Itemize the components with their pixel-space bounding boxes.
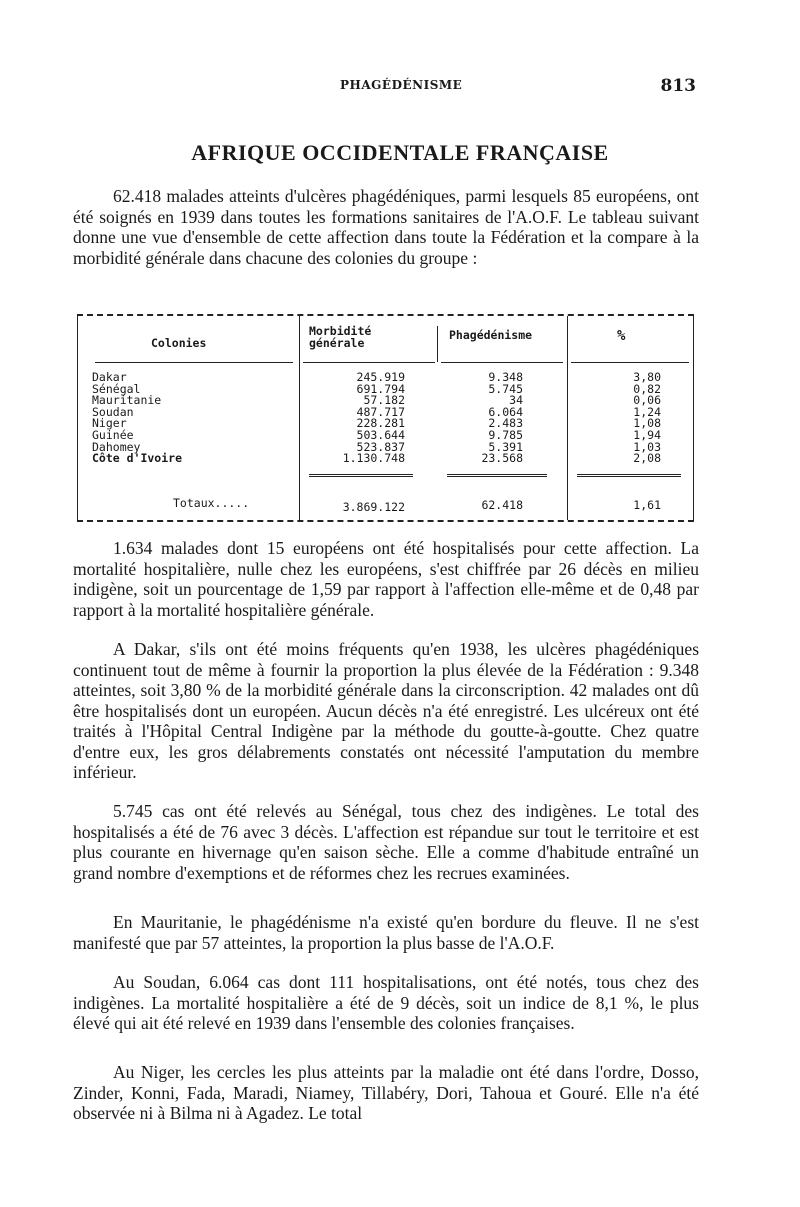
table-cell: 57.182 — [363, 393, 405, 408]
body-paragraph: Au Soudan, 6.064 cas dont 111 hospitalisations, ont été notés, tous chez des indigènes. La mortalité hospitalière a été de 9 décès, soit un indice de 8,1 %, le plus élevé qui ait été relevé en 1939 dans l'ensemble des colonies françaises. — [73, 972, 699, 1033]
column-divider — [299, 316, 300, 520]
table-cell: 2,08 — [633, 451, 661, 466]
intro-paragraph: 62.418 malades atteints d'ulcères phagédéniques, parmi lesquels 85 européens, ont été soignés en 1939 dans toutes les formations sanitaires de l'A.O.F. Le tableau suivant donne une vue d'ensemble de cette affection dans toute la Fédération et la compare à la morbidité générale dans chacune des colonies du groupe : — [73, 186, 699, 268]
totals-label: Totaux..... — [173, 496, 250, 510]
percent-column — [571, 372, 661, 465]
column-divider — [567, 316, 568, 520]
header-rule — [303, 362, 435, 363]
header-morbidite-line1: Morbidité — [309, 324, 372, 338]
totals-percent: 1,61 — [633, 498, 661, 512]
header-rule — [441, 362, 563, 363]
table-cell: 2.483 — [488, 416, 523, 431]
table-cell: 1,94 — [633, 427, 661, 442]
table-cell: 245.919 — [356, 370, 405, 384]
table-cell: Soudan — [92, 404, 134, 419]
table-cell: 691.794 — [356, 381, 405, 396]
header-morbidite-line2: générale — [309, 336, 365, 350]
table-cell: Côte d'Ivoire — [92, 451, 183, 466]
body-paragraph: 5.745 cas ont été relevés au Sénégal, tous chez des indigènes. Le total des hospitalisés a été de 76 avec 3 décès. L'affection est répandue sur tout le territoire et est plus courante en hivernage qu'en saison sèche. Elle a comme d'habitude entraîné un grand nombre d'exemptions et de réformes chez les recrues examinées. — [73, 801, 699, 883]
table-cell: 523.837 — [356, 439, 405, 454]
header-rule — [95, 362, 293, 363]
table-cell: 228.281 — [356, 416, 405, 431]
section-title: AFRIQUE OCCIDENTALE FRANÇAISE — [191, 140, 609, 165]
table-cell: 3,80 — [633, 370, 661, 384]
table-cell: Dakar — [92, 370, 127, 384]
morbidite-column — [303, 372, 405, 465]
body-paragraph: A Dakar, s'ils ont été moins fréquents qu'en 1938, les ulcères phagédéniques continuent tout de même à fournir la proportion la plus élevée de la Fédération : 9.348 atteintes, soit 3,80 % de la morbidité générale dans la circonscription. 42 malades ont dû être hospitalisés dont un européen. Aucun décès n'a été enregistré. Les ulcéreux ont été traités à l'Hôpital Central Indigène par la méthode du goutte-à-goutte. Chez quatre d'entre eux, les gros délabrements constatés ont nécessité l'amputation du membre inférieur. — [73, 639, 699, 782]
colonies-column — [92, 372, 292, 465]
table-cell: 34 — [509, 393, 523, 408]
running-head — [0, 78, 800, 98]
column-divider — [437, 326, 438, 362]
header-phagedenisme: Phagédénisme — [449, 328, 533, 342]
table-cell: Sénégal — [92, 381, 141, 396]
table-cell: 9.348 — [488, 370, 523, 384]
header-percent: % — [617, 328, 626, 344]
table-top-border — [77, 314, 694, 316]
phagedenisme-column — [441, 372, 523, 465]
table-cell: Guinée — [92, 427, 134, 442]
table-cell: Dahomey — [92, 439, 141, 454]
table-bottom-border — [77, 520, 694, 522]
totals-rule — [309, 474, 413, 477]
totals-rule — [577, 474, 681, 477]
statistics-table — [77, 314, 694, 526]
table-cell: 5.745 — [488, 381, 523, 396]
totals-phagedenisme: 62.418 — [481, 498, 523, 512]
table-cell: 0,06 — [633, 393, 661, 408]
table-cell: Niger — [92, 416, 127, 431]
header-colonies: Colonies — [151, 336, 207, 350]
table-cell: Mauritanie — [92, 393, 162, 408]
body-paragraph: En Mauritanie, le phagédénisme n'a existé qu'en bordure du fleuve. Il ne s'est manifesté que par 57 atteintes, la proportion la plus basse de l'A.O.F. — [73, 912, 699, 953]
table-cell: 23.568 — [481, 451, 523, 466]
table-cell: 1,24 — [633, 404, 661, 419]
running-title: PHAGÉDÉNISME — [340, 78, 463, 92]
table-cell: 5.391 — [488, 439, 523, 454]
header-rule — [571, 362, 689, 363]
table-cell: 487.717 — [356, 404, 405, 419]
table-cell: 1,08 — [633, 416, 661, 431]
table-cell: 1.130.748 — [342, 451, 405, 466]
body-paragraph: 1.634 malades dont 15 européens ont été hospitalisés pour cette affection. La mortalité hospitalière, nulle chez les européens, s'est chiffrée par 26 décès en milieu indigène, soit un pourcentage de 1,59 par rapport à l'affection elle-même et de 0,48 par rapport à la mortalité hospitalière générale. — [73, 538, 699, 620]
totals-morbidite: 3.869.122 — [342, 500, 405, 514]
table-cell: 1,03 — [633, 439, 661, 454]
totals-rule — [447, 474, 547, 477]
table-cell: 6.064 — [488, 404, 523, 419]
table-cell: 503.644 — [356, 427, 405, 442]
table-cell: 9.785 — [488, 427, 523, 442]
table-cell: 0,82 — [633, 381, 661, 396]
table-right-border — [693, 316, 694, 520]
page-number: 813 — [660, 76, 696, 96]
body-paragraph: Au Niger, les cercles les plus atteints par la maladie ont été dans l'ordre, Dosso, Zinder, Konni, Fada, Maradi, Niamey, Tillabéry, Dori, Tahoua et Gouré. Elle n'a été observée ni à Bilma ni à Agadez. Le total — [73, 1062, 699, 1123]
table-left-border — [77, 316, 78, 520]
